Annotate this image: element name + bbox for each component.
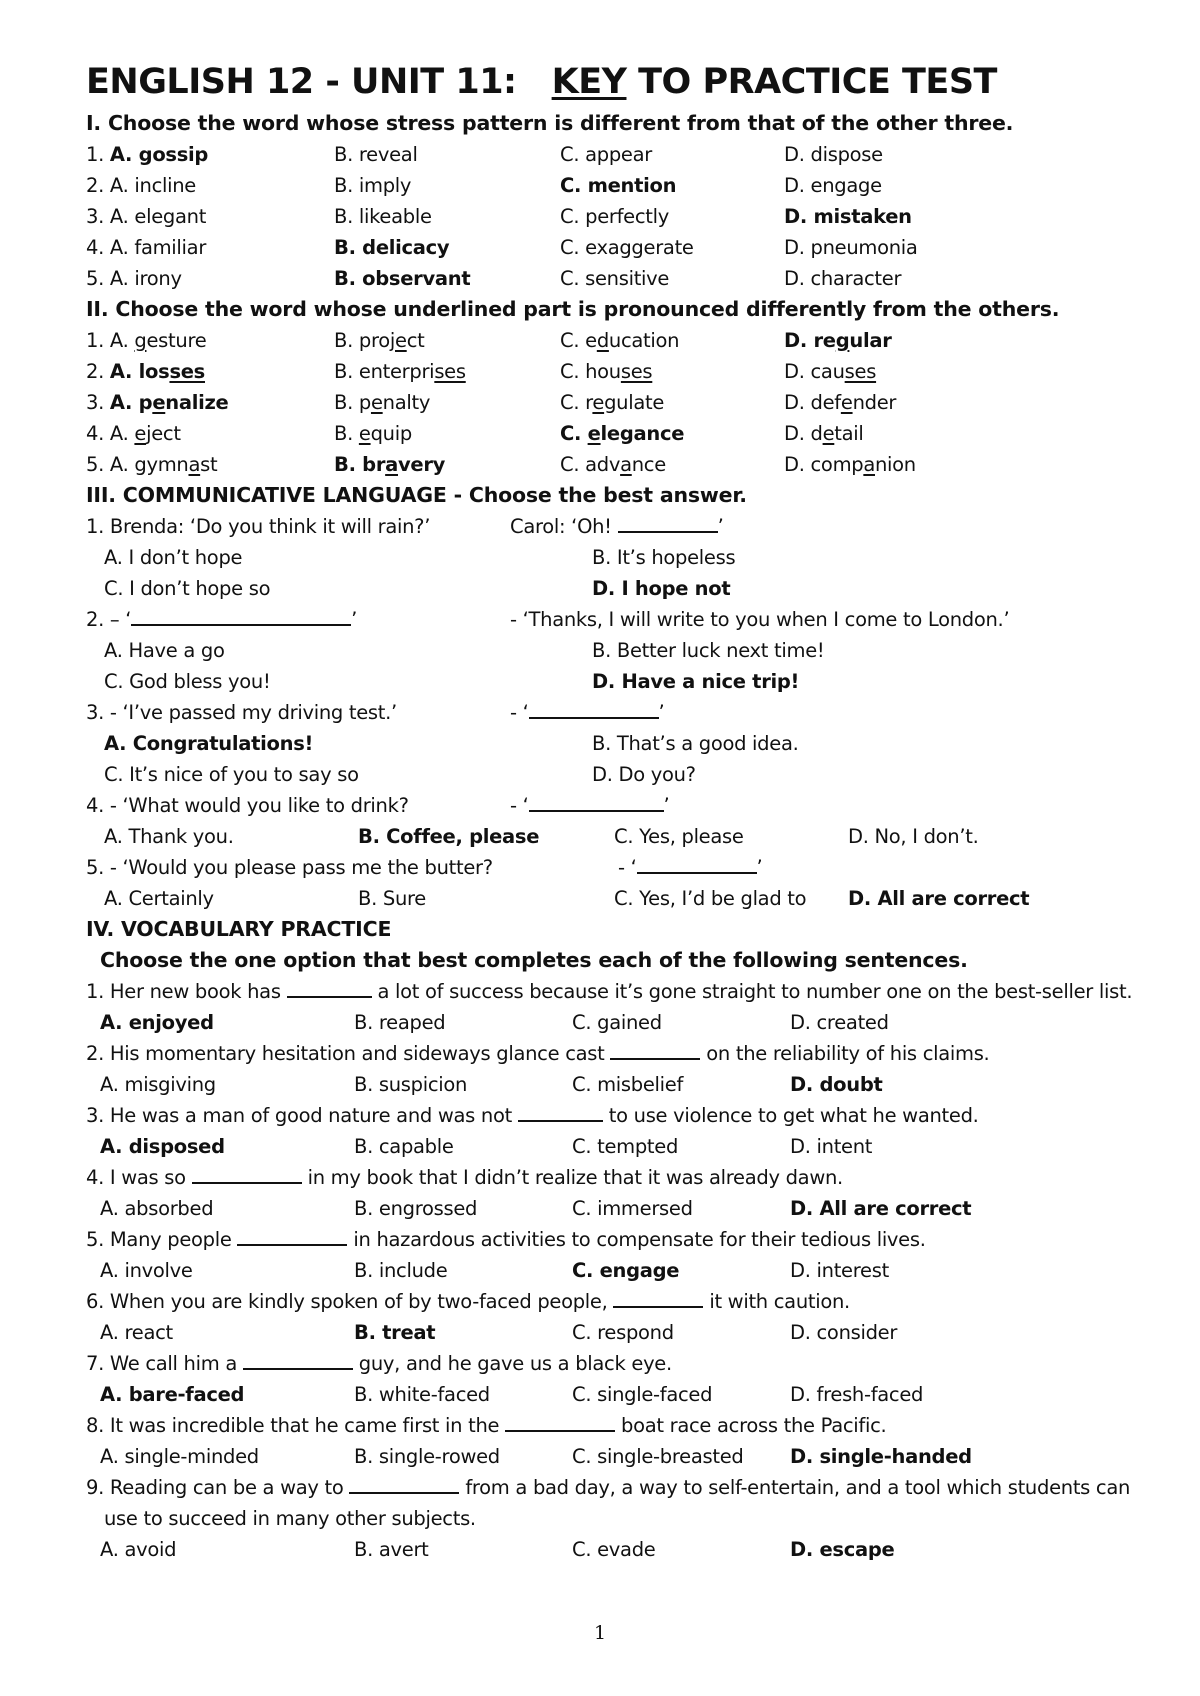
question-row [86, 263, 1146, 294]
underlined-part: e [358, 422, 371, 445]
answer-blank [613, 1286, 703, 1308]
options-row [86, 1534, 1146, 1565]
underlined-part: a [385, 453, 398, 476]
option [334, 387, 560, 418]
question-stem: boat race across the Pacific. [615, 1414, 887, 1437]
option: D. doubt [790, 1073, 883, 1096]
option: C. I don’t hope so [104, 577, 271, 600]
dialogue-row [86, 511, 1146, 542]
option-text: nion [875, 453, 916, 476]
question-row [86, 170, 1146, 201]
question-stem: 2. His momentary hesitation and sideways glance cast [86, 1042, 611, 1065]
option [334, 325, 560, 356]
question-stem: guy, and he gave us a black eye. [352, 1352, 672, 1375]
option [334, 170, 560, 201]
answer-blank [637, 852, 757, 874]
question-number: 2. [86, 174, 110, 197]
option [784, 418, 984, 449]
option [334, 418, 560, 449]
answer-blank [618, 511, 718, 533]
option: C. It’s nice of you to say so [104, 763, 359, 786]
question-text [86, 1286, 1146, 1317]
option-text: tail [834, 422, 864, 445]
dialogue-left [86, 852, 618, 883]
dialogue-right [510, 697, 664, 728]
option-text: D. pneumonia [784, 236, 918, 259]
option: A. Certainly [104, 887, 214, 910]
option: B. Better luck next time! [592, 639, 825, 662]
option: C. respond [572, 1321, 674, 1344]
option [86, 170, 334, 201]
option [86, 449, 334, 480]
answer-blank [518, 1100, 603, 1122]
option [334, 449, 560, 480]
title-key: KEY [551, 62, 627, 102]
options-row [86, 1441, 1146, 1472]
question-row [86, 418, 1146, 449]
speaker-line: 4. - ‘What would you like to drink? [86, 794, 409, 817]
option: C. gained [572, 1011, 662, 1034]
option: D. created [790, 1011, 889, 1034]
section-heading: I. Choose the word whose stress pattern is different from that of the other three. [86, 111, 1014, 135]
option: B. avert [354, 1538, 429, 1561]
underlined-part: e [152, 391, 166, 414]
question-stem: 5. Many people [86, 1228, 238, 1251]
option [784, 170, 984, 201]
options-row [86, 759, 1146, 790]
option-text: A. familiar [109, 236, 207, 259]
option-text: nce [631, 453, 666, 476]
option-text: A. gossip [109, 143, 209, 166]
option: C. engage [572, 1259, 680, 1282]
question-row [86, 201, 1146, 232]
option: D. All are correct [848, 887, 1030, 910]
option-text: C. adv [560, 453, 621, 476]
dialogue-row [86, 604, 1146, 635]
option: A. absorbed [100, 1197, 214, 1220]
question-text [86, 1100, 1146, 1131]
option [784, 139, 984, 170]
question-stem: from a bad day, a way to self-entertain, and a tool which students can use to succeed in many other subjects. [104, 1476, 1131, 1530]
option: C. Yes, I’d be glad to [614, 887, 807, 910]
underlined-part: e [395, 329, 407, 352]
option: D. interest [790, 1259, 889, 1282]
quote-close: ’ [658, 701, 665, 724]
question-stem: in my book that I didn’t realize that it was already dawn. [301, 1166, 843, 1189]
option-text: D. d [784, 422, 823, 445]
option: D. fresh-faced [790, 1383, 924, 1406]
answer-blank [505, 1410, 615, 1432]
question-stem: 7. We call him a [86, 1352, 243, 1375]
option-text: D. engage [784, 174, 882, 197]
question-number: 2. [86, 360, 110, 383]
speaker-line: 1. Brenda: ‘Do you think it will rain?’ [86, 515, 431, 538]
option: D. consider [790, 1321, 898, 1344]
option-text: gulate [604, 391, 665, 414]
option [784, 263, 984, 294]
answer-blank [349, 1472, 459, 1494]
option-text: ct [406, 329, 425, 352]
option-text: C. e [560, 329, 597, 352]
options-row [86, 821, 1146, 852]
underlined-part: e [370, 391, 383, 414]
option: A. Congratulations! [104, 732, 314, 755]
answer-blank [287, 976, 372, 998]
option-text: B. likeable [334, 205, 432, 228]
dialogue-left [86, 790, 510, 821]
option: A. misgiving [100, 1073, 216, 1096]
option-text: st [200, 453, 218, 476]
quote-close: ’ [351, 608, 358, 631]
question-row [86, 387, 1146, 418]
question-number: 4. [86, 422, 110, 445]
option-text: D. re [784, 329, 836, 352]
options-row [86, 728, 1146, 759]
question-stem: 9. Reading can be a way to [86, 1476, 350, 1499]
underlined-part: ses [620, 360, 653, 383]
question-stem: a lot of success because it’s gone straight to number one on the best-seller list. [371, 980, 1133, 1003]
reply-line: - ‘ [510, 701, 529, 724]
option [334, 263, 560, 294]
quote-close: ’ [717, 515, 724, 538]
answer-blank [529, 697, 659, 719]
option [86, 232, 334, 263]
option: B. reaped [354, 1011, 446, 1034]
question-row [86, 325, 1146, 356]
option [784, 201, 984, 232]
options-row [86, 573, 1146, 604]
option: C. tempted [572, 1135, 679, 1158]
option [560, 449, 784, 480]
option: A. disposed [100, 1135, 225, 1158]
option-text: nalty [382, 391, 431, 414]
option-text: C. perfectly [560, 205, 669, 228]
option-text: B. p [334, 391, 371, 414]
option-text: ular [849, 329, 892, 352]
answer-blank [529, 790, 664, 812]
option [560, 263, 784, 294]
option [86, 263, 334, 294]
question-text [86, 1162, 1146, 1193]
option [560, 201, 784, 232]
option: C. single-faced [572, 1383, 713, 1406]
question-text [86, 1038, 1146, 1069]
option: C. God bless you! [104, 670, 271, 693]
reply-line: - ‘Thanks, I will write to you when I come to London.’ [510, 608, 1010, 631]
option [560, 232, 784, 263]
quote-close: ’ [663, 794, 670, 817]
underlined-part: e [822, 422, 835, 445]
question-stem: in hazardous activities to compensate for their tedious lives. [347, 1228, 926, 1251]
question-stem: 6. When you are kindly spoken of by two-faced people, [86, 1290, 614, 1313]
underlined-part: e [587, 422, 601, 445]
speaker-line: 3. - ‘I’ve passed my driving test.’ [86, 701, 397, 724]
question-number: 4. [86, 236, 110, 259]
options-row [86, 883, 1146, 914]
speaker-line: 2. – ‘ [86, 608, 132, 631]
option-text: A. elegant [109, 205, 207, 228]
speaker-line: 5. - ‘Would you please pass me the butter? [86, 856, 493, 879]
option: A. Have a go [104, 639, 225, 662]
option-text: B. [334, 422, 359, 445]
question-stem: 3. He was a man of good nature and was not [86, 1104, 518, 1127]
option: D. Have a nice trip! [592, 670, 800, 693]
question-number: 5. [86, 267, 110, 290]
option: B. suspicion [354, 1073, 468, 1096]
option-text: nder [852, 391, 897, 414]
option [784, 356, 984, 387]
option: B. Coffee, please [358, 825, 540, 848]
option: B. treat [354, 1321, 436, 1344]
section-subheading: Choose the one option that best completes each of the following sentences. [100, 948, 968, 972]
option-text: D. def [784, 391, 841, 414]
option-text: C. r [560, 391, 593, 414]
option: D. No, I don’t. [848, 825, 979, 848]
option-text: C. sensitive [560, 267, 670, 290]
dialogue-right [510, 511, 724, 542]
option-text: legance [600, 422, 685, 445]
answer-blank [610, 1038, 700, 1060]
underlined-part: e [592, 391, 605, 414]
option: D. escape [790, 1538, 895, 1561]
option: A. avoid [100, 1538, 177, 1561]
option: D. single-handed [790, 1445, 972, 1468]
options-row [86, 1131, 1146, 1162]
option-text: A. [109, 422, 135, 445]
question-text [86, 1410, 1146, 1441]
question-stem: 8. It was incredible that he came first in the [86, 1414, 506, 1437]
option: A. involve [100, 1259, 193, 1282]
question-stem: to use violence to get what he wanted. [602, 1104, 979, 1127]
option: C. evade [572, 1538, 656, 1561]
option [334, 356, 560, 387]
option-text: C. appear [560, 143, 652, 166]
question-stem: it with caution. [703, 1290, 850, 1313]
underlined-part: ses [169, 360, 205, 383]
option-text: B. imply [334, 174, 412, 197]
option [86, 387, 334, 418]
quote-close: ’ [756, 856, 763, 879]
option [86, 201, 334, 232]
reply-line: Carol: ‘Oh! [510, 515, 618, 538]
option [560, 139, 784, 170]
option-text: C. hou [560, 360, 621, 383]
question-stem: 1. Her new book has [86, 980, 287, 1003]
option-text: B. reveal [334, 143, 418, 166]
option-text: D. character [784, 267, 902, 290]
underlined-part: a [620, 453, 632, 476]
dialogue-row [86, 697, 1146, 728]
option: B. Sure [358, 887, 426, 910]
question-stem: on the reliability of his claims. [700, 1042, 990, 1065]
dialogue-right [618, 852, 762, 883]
answer-blank [243, 1348, 353, 1370]
option-text: ucation [608, 329, 680, 352]
option: A. react [100, 1321, 173, 1344]
section-heading: III. COMMUNICATIVE LANGUAGE - Choose the best answer. [86, 483, 747, 507]
question-number: 1. [86, 329, 110, 352]
options-row [86, 542, 1146, 573]
dialogue-right [510, 604, 1009, 635]
options-row [86, 1069, 1146, 1100]
option: A. I don’t hope [104, 546, 243, 569]
option-text: B. br [334, 453, 386, 476]
option: C. Yes, please [614, 825, 744, 848]
option: B. engrossed [354, 1197, 478, 1220]
option: A. enjoyed [100, 1011, 214, 1034]
reply-line: - ‘ [618, 856, 637, 879]
option [86, 139, 334, 170]
question-row [86, 449, 1146, 480]
section-heading: IV. VOCABULARY PRACTICE [86, 917, 392, 941]
option: C. single-breasted [572, 1445, 744, 1468]
underlined-part: a [863, 453, 875, 476]
underlined-part: g [134, 329, 147, 352]
option: A. bare-faced [100, 1383, 245, 1406]
option: D. All are correct [790, 1197, 972, 1220]
option: D. intent [790, 1135, 873, 1158]
page-number: 1 [593, 1622, 607, 1644]
option-text: A. p [109, 391, 153, 414]
option: C. immersed [572, 1197, 693, 1220]
option: D. I hope not [592, 577, 731, 600]
underlined-part: d [596, 329, 609, 352]
underlined-part: e [840, 391, 853, 414]
option: B. white-faced [354, 1383, 490, 1406]
option-text: A. [109, 329, 135, 352]
options-row [86, 1193, 1146, 1224]
question-number: 3. [86, 391, 110, 414]
underlined-part: g [835, 329, 850, 352]
option [560, 170, 784, 201]
options-row [86, 1317, 1146, 1348]
options-row [86, 1379, 1146, 1410]
answer-blank [237, 1224, 347, 1246]
question-row [86, 356, 1146, 387]
option-text: ject [146, 422, 181, 445]
option: A. single-minded [100, 1445, 259, 1468]
question-text [86, 976, 1146, 1007]
answer-blank [192, 1162, 302, 1184]
option-text: C. exaggerate [560, 236, 694, 259]
section-heading: II. Choose the word whose underlined part is pronounced differently from the others. [86, 297, 1060, 321]
options-row [86, 1007, 1146, 1038]
option [86, 325, 334, 356]
option [334, 139, 560, 170]
option-text: A. gymn [109, 453, 189, 476]
option: A. Thank you. [104, 825, 234, 848]
underlined-part: ses [844, 360, 877, 383]
answer-blank [131, 604, 351, 626]
underlined-part: a [188, 453, 201, 476]
option [560, 418, 784, 449]
option: C. misbelief [572, 1073, 684, 1096]
option-text: B. delicacy [334, 236, 450, 259]
option: B. It’s hopeless [592, 546, 736, 569]
dialogue-row [86, 790, 1146, 821]
question-text [86, 1472, 1146, 1534]
question-row [86, 139, 1146, 170]
question-row [86, 232, 1146, 263]
option: B. That’s a good idea. [592, 732, 799, 755]
question-number: 1. [86, 143, 110, 166]
option-text: B. proj [334, 329, 395, 352]
option-text: very [398, 453, 446, 476]
option: B. single-rowed [354, 1445, 500, 1468]
option [784, 387, 984, 418]
question-number: 3. [86, 205, 110, 228]
option-text: esture [146, 329, 207, 352]
options-row [86, 635, 1146, 666]
option-text: D. cau [784, 360, 845, 383]
option-text: nalize [165, 391, 229, 414]
worksheet-page [86, 58, 1146, 1565]
underlined-part: e [134, 422, 147, 445]
options-row [86, 1255, 1146, 1286]
option [784, 232, 984, 263]
option: D. Do you? [592, 763, 696, 786]
option-text: D. mistaken [784, 205, 912, 228]
option: B. capable [354, 1135, 454, 1158]
page-title: ENGLISH 12 - UNIT 11: KEY TO PRACTICE TEST [86, 62, 997, 102]
option [560, 325, 784, 356]
question-stem: 4. I was so [86, 1166, 192, 1189]
option-text: A. irony [109, 267, 182, 290]
option-text: B. enterpri [334, 360, 435, 383]
question-text [86, 1348, 1146, 1379]
option-text: quip [370, 422, 412, 445]
dialogue-left [86, 511, 510, 542]
option [784, 449, 984, 480]
option [86, 418, 334, 449]
option-text: A. incline [109, 174, 196, 197]
dialogue-left [86, 697, 510, 728]
dialogue-row [86, 852, 1146, 883]
option [334, 232, 560, 263]
option-text: D. dispose [784, 143, 883, 166]
options-row [86, 666, 1146, 697]
option-text: D. comp [784, 453, 864, 476]
reply-line: - ‘ [510, 794, 529, 817]
option [334, 201, 560, 232]
underlined-part: ses [434, 360, 466, 383]
dialogue-right [510, 790, 669, 821]
option-text: A. los [109, 360, 170, 383]
option [560, 387, 784, 418]
dialogue-left [86, 604, 510, 635]
option [784, 325, 984, 356]
question-text [86, 1224, 1146, 1255]
option-text: B. observant [334, 267, 471, 290]
option [86, 356, 334, 387]
option [560, 356, 784, 387]
option: B. include [354, 1259, 448, 1282]
question-number: 5. [86, 453, 110, 476]
option-text: C. [560, 422, 588, 445]
option-text: C. mention [560, 174, 677, 197]
